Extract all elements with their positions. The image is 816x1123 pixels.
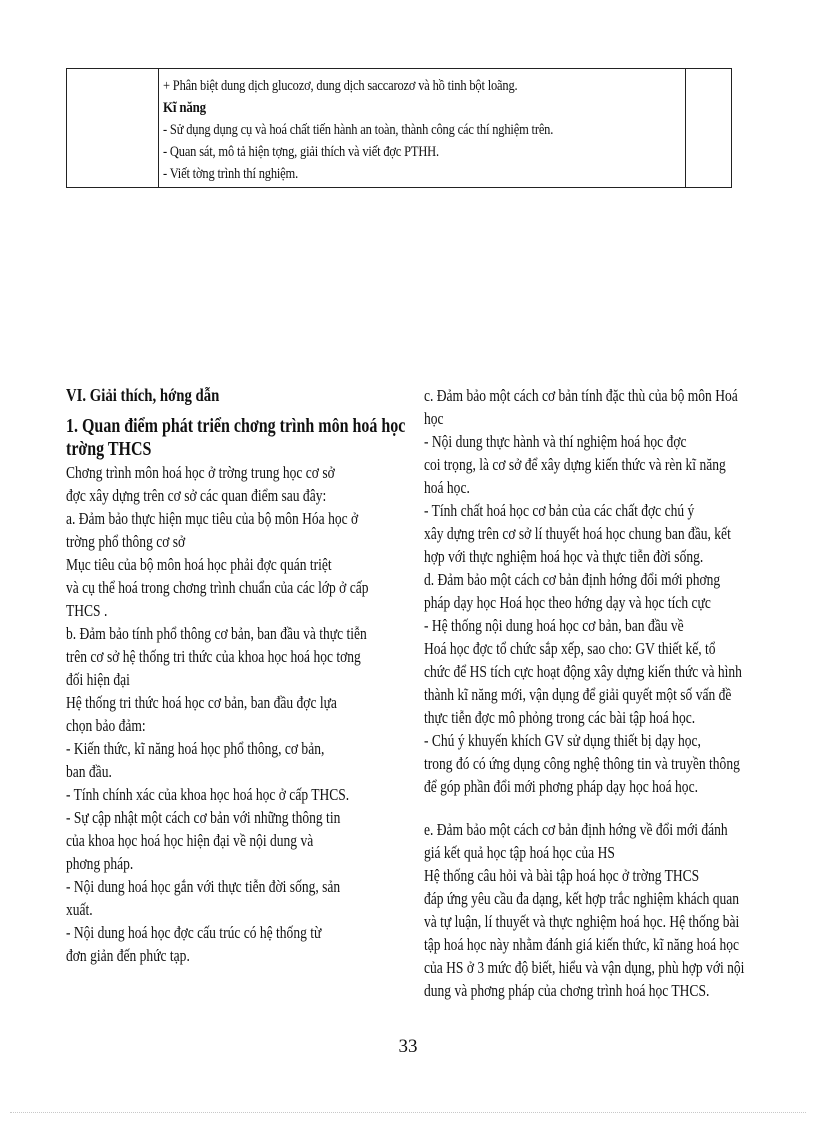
paragraph-line: trong đó có ứng dụng công nghệ thông tin và truyền thông xyxy=(424,754,740,773)
table-cell-content xyxy=(159,69,686,187)
paragraph-line: đáp ứng yêu cầu đa dạng, kết hợp trắc nghiệm khách quan xyxy=(424,889,740,908)
right-column xyxy=(424,384,748,1002)
paragraph-line: Chơng trình môn hoá học ở trờng trung học cơ sở xyxy=(66,463,335,482)
paragraph-line: để góp phần đổi mới phơng pháp dạy học hoá học. xyxy=(424,777,698,796)
paragraph-line: xây dựng trên cơ sở lí thuyết hoá học chung ban đầu, kết xyxy=(424,524,731,543)
paragraph-line: - Nội dung hoá học gắn với thực tiễn đời sống, sản xyxy=(66,877,341,896)
paragraph-line: - Nội dung hoá học đợc cấu trúc có hệ thống từ xyxy=(66,923,322,942)
paragraph-line: e. Đảm bảo một cách cơ bản định hớng về đổi mới đánh xyxy=(424,820,728,839)
paragraph-line: dung và phơng pháp của chơng trình hoá học THCS. xyxy=(424,981,710,1000)
table-line: - Quan sát, mô tả hiện tợng, giải thích và viết đợc PTHH. xyxy=(163,144,439,160)
paragraph-line: xuất. xyxy=(66,900,93,919)
paragraph-line: thành kĩ năng mới, vận dụng để giải quyết một số vấn đề xyxy=(424,685,732,704)
bottom-divider xyxy=(10,1112,806,1113)
paragraph-line: học xyxy=(424,409,444,428)
table-line: - Viết tờng trình thí nghiệm. xyxy=(163,166,299,182)
table-heading-skills: Kĩ năng xyxy=(163,100,206,116)
paragraph-line: trờng phổ thông cơ sở xyxy=(66,532,186,551)
content-table xyxy=(66,68,732,188)
paragraph-line: d. Đảm bảo một cách cơ bản định hớng đổi mới phơng xyxy=(424,570,721,589)
paragraph-line: Mục tiêu của bộ môn hoá học phải đợc quán triệt xyxy=(66,555,332,574)
paragraph-line: đối hiện đại xyxy=(66,670,130,689)
paragraph-line: chọn bảo đảm: xyxy=(66,716,146,735)
paragraph-line: đợc xây dựng trên cơ sở các quan điểm sau đây: xyxy=(66,486,327,505)
paragraph-line: - Nội dung thực hành và thí nghiệm hoá học đợc xyxy=(424,432,687,451)
paragraph-line: chức để HS tích cực hoạt động xây dựng kiến thức và hình xyxy=(424,662,742,681)
paragraph-line: và tự luận, lí thuyết và thực nghiệm hoá học. Hệ thống bài xyxy=(424,912,740,931)
table-cell-left xyxy=(67,69,159,187)
paragraph-line: của khoa học hoá học hiện đại về nội dung và xyxy=(66,831,314,850)
paragraph-line: - Tính chất hoá học cơ bản của các chất đợc chú ý xyxy=(424,501,695,520)
paragraph-line: giá kết quả học tập hoá học của HS xyxy=(424,843,615,862)
left-column xyxy=(66,384,406,967)
paragraph-line: tập hoá học này nhằm đánh giá kiến thức, kĩ năng hoá học xyxy=(424,935,740,954)
paragraph-line: trên cơ sở hệ thống tri thức của khoa học hoá học tơng xyxy=(66,647,361,666)
paragraph-line: coi trọng, là cơ sở để xây dựng kiến thức và rèn kĩ năng xyxy=(424,455,726,474)
table-line: + Phân biệt dung dịch glucozơ, dung dịch saccarozơ và hồ tinh bột loãng. xyxy=(163,78,518,94)
paragraph-line: pháp dạy học Hoá học theo hớng dạy và học tích cực xyxy=(424,593,711,612)
paragraph-line: Hệ thống tri thức hoá học cơ bản, ban đầu đợc lựa xyxy=(66,693,337,712)
paragraph-line: - Hệ thống nội dung hoá học cơ bản, ban đầu về xyxy=(424,616,684,635)
paragraph-line: Hoá học đợc tổ chức sắp xếp, sao cho: GV thiết kế, tổ xyxy=(424,639,716,658)
table-cell-right xyxy=(687,69,732,187)
paragraph-line: - Kiến thức, kĩ năng hoá học phổ thông, cơ bản, xyxy=(66,739,325,758)
subheading-line: trờng THCS xyxy=(66,439,152,460)
paragraph-line: đơn giản đến phức tạp. xyxy=(66,946,190,965)
paragraph-line: của HS ở 3 mức độ biết, hiểu và vận dụng, phù hợp với nội xyxy=(424,958,745,977)
paragraph-line: - Chú ý khuyến khích GV sử dụng thiết bị dạy học, xyxy=(424,731,701,750)
subheading-line: 1. Quan điểm phát triển chơng trình môn hoá học xyxy=(66,416,406,437)
section-heading: VI. Giải thích, hớng dẫn xyxy=(66,385,220,405)
table-line: - Sử dụng dụng cụ và hoá chất tiến hành an toàn, thành công các thí nghiệm trên. xyxy=(163,122,554,138)
paragraph-line: hợp với thực nghiệm hoá học và thực tiễn đời sống. xyxy=(424,547,704,566)
paragraph-line: và cụ thể hoá trong chơng trình chuẩn của các lớp ở cấp xyxy=(66,578,369,597)
paragraph-gap xyxy=(424,798,748,818)
paragraph-line: b. Đảm bảo tính phổ thông cơ bản, ban đầu và thực tiễn xyxy=(66,624,367,643)
paragraph-line: THCS . xyxy=(66,601,108,620)
paragraph-line: hoá học. xyxy=(424,478,470,497)
paragraph-line: Hệ thống câu hỏi và bài tập hoá học ở trờng THCS xyxy=(424,866,700,885)
paragraph-line: thực tiễn đợc mô phỏng trong các bài tập hoá học. xyxy=(424,708,696,727)
paragraph-line: phơng pháp. xyxy=(66,854,134,873)
paragraph-line: ban đầu. xyxy=(66,762,112,781)
paragraph-line: c. Đảm bảo một cách cơ bản tính đặc thù của bộ môn Hoá xyxy=(424,386,738,405)
paragraph-line: - Tính chính xác của khoa học hoá học ở cấp THCS. xyxy=(66,785,350,804)
paragraph-line: - Sự cập nhật một cách cơ bản với những thông tin xyxy=(66,808,341,827)
paragraph-line: a. Đảm bảo thực hiện mục tiêu của bộ môn Hóa học ở xyxy=(66,509,359,528)
page-number: 33 xyxy=(398,1036,418,1057)
